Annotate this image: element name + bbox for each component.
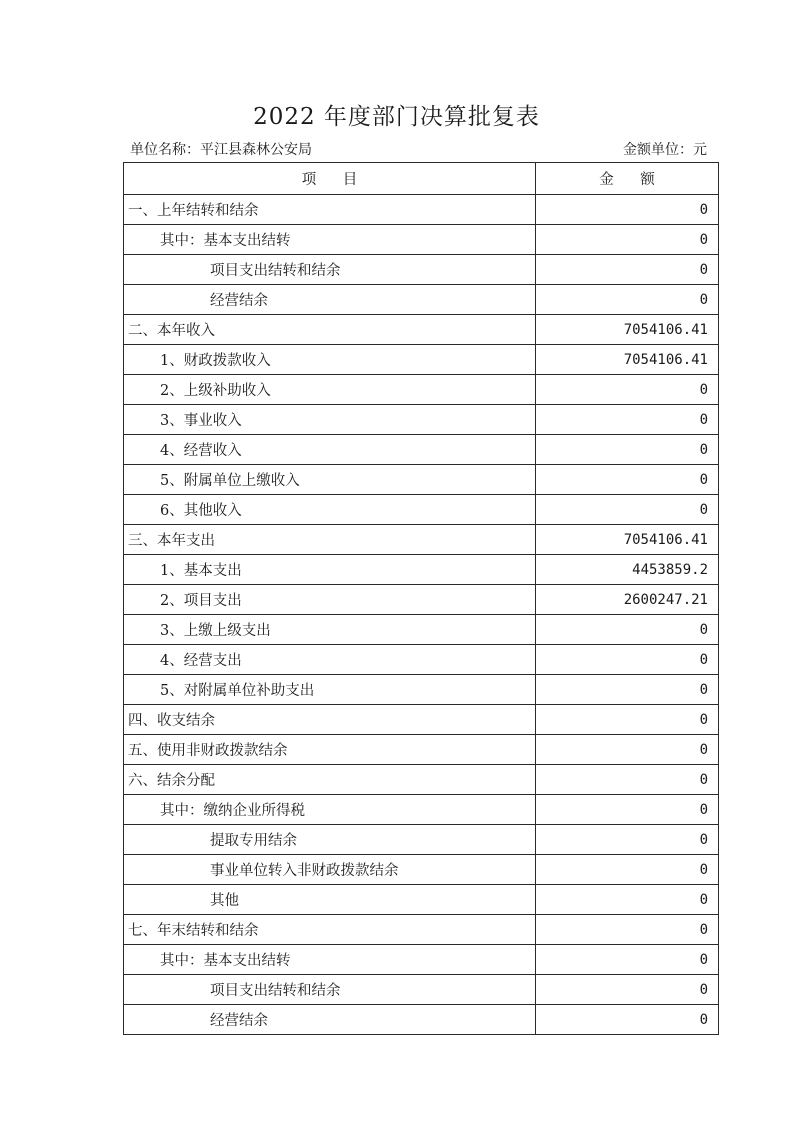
header-item: 项 目: [124, 163, 536, 195]
table-row: [124, 885, 719, 915]
row-item-label: 5、附属单位上缴收入: [124, 465, 536, 495]
row-amount-value: 0: [536, 915, 719, 945]
table-row: [124, 525, 719, 555]
row-item-label: 5、对附属单位补助支出: [124, 675, 536, 705]
table-row: [124, 615, 719, 645]
row-amount-value: 0: [536, 825, 719, 855]
row-amount-value: 0: [536, 705, 719, 735]
row-item-label: 项目支出结转和结余: [124, 255, 536, 285]
table-row: [124, 705, 719, 735]
row-amount-value: 0: [536, 975, 719, 1005]
row-amount-value: 0: [536, 195, 719, 225]
row-item-label: 提取专用结余: [124, 825, 536, 855]
row-item-label: 6、其他收入: [124, 495, 536, 525]
table-row: [124, 765, 719, 795]
row-item-label: 一、上年结转和结余: [124, 195, 536, 225]
table-row: [124, 645, 719, 675]
row-item-label: 三、本年支出: [124, 525, 536, 555]
row-item-label: 4、经营收入: [124, 435, 536, 465]
row-amount-value: 0: [536, 885, 719, 915]
table-row: [124, 825, 719, 855]
row-item-label: 二、本年收入: [124, 315, 536, 345]
table-row: [124, 315, 719, 345]
row-item-label: 1、基本支出: [124, 555, 536, 585]
row-amount-value: 0: [536, 615, 719, 645]
row-item-label: 3、上缴上级支出: [124, 615, 536, 645]
row-item-label: 2、项目支出: [124, 585, 536, 615]
row-amount-value: 7054106.41: [536, 525, 719, 555]
row-item-label: 2、上级补助收入: [124, 375, 536, 405]
row-item-label: 1、财政拨款收入: [124, 345, 536, 375]
table-row: [124, 225, 719, 255]
table-row: [124, 405, 719, 435]
row-amount-value: 7054106.41: [536, 315, 719, 345]
header-amount: 金 额: [536, 163, 719, 195]
row-amount-value: 7054106.41: [536, 345, 719, 375]
row-amount-value: 0: [536, 375, 719, 405]
row-item-label: 项目支出结转和结余: [124, 975, 536, 1005]
row-amount-value: 0: [536, 795, 719, 825]
row-amount-value: 0: [536, 765, 719, 795]
row-amount-value: 0: [536, 435, 719, 465]
table-row: [124, 375, 719, 405]
document-title: 2022 年度部门决算批复表: [253, 104, 540, 130]
table-row: [124, 255, 719, 285]
row-item-label: 七、年末结转和结余: [124, 915, 536, 945]
row-item-label: 其中：基本支出结转: [124, 945, 536, 975]
row-item-label: 其中：基本支出结转: [124, 225, 536, 255]
table-row: [124, 1005, 719, 1035]
row-amount-value: 0: [536, 945, 719, 975]
row-item-label: 其他: [124, 885, 536, 915]
row-amount-value: 0: [536, 255, 719, 285]
table-body: [124, 195, 719, 1035]
table-header-row: [124, 163, 719, 195]
table-row: [124, 945, 719, 975]
table-row: [124, 195, 719, 225]
table-row: [124, 435, 719, 465]
row-amount-value: 2600247.21: [536, 585, 719, 615]
row-amount-value: 0: [536, 225, 719, 255]
row-item-label: 六、结余分配: [124, 765, 536, 795]
row-amount-value: 0: [536, 285, 719, 315]
row-amount-value: 0: [536, 405, 719, 435]
row-amount-value: 0: [536, 1005, 719, 1035]
row-item-label: 经营结余: [124, 285, 536, 315]
row-amount-value: 0: [536, 675, 719, 705]
table-row: [124, 855, 719, 885]
currency-unit-label: 金额单位：元: [623, 142, 707, 158]
row-amount-value: 0: [536, 645, 719, 675]
row-amount-value: 4453859.2: [536, 555, 719, 585]
row-item-label: 五、使用非财政拨款结余: [124, 735, 536, 765]
row-item-label: 4、经营支出: [124, 645, 536, 675]
row-amount-value: 0: [536, 855, 719, 885]
row-amount-value: 0: [536, 465, 719, 495]
table-row: [124, 345, 719, 375]
table-row: [124, 465, 719, 495]
table-row: [124, 285, 719, 315]
table-row: [124, 675, 719, 705]
budget-approval-table: [123, 162, 719, 1035]
table-row: [124, 915, 719, 945]
table-row: [124, 975, 719, 1005]
unit-name-label: 单位名称：平江县森林公安局: [130, 142, 312, 158]
row-item-label: 事业单位转入非财政拨款结余: [124, 855, 536, 885]
table-row: [124, 585, 719, 615]
row-item-label: 其中：缴纳企业所得税: [124, 795, 536, 825]
table-row: [124, 555, 719, 585]
table-row: [124, 735, 719, 765]
row-amount-value: 0: [536, 735, 719, 765]
row-item-label: 3、事业收入: [124, 405, 536, 435]
row-item-label: 经营结余: [124, 1005, 536, 1035]
table-row: [124, 495, 719, 525]
row-amount-value: 0: [536, 495, 719, 525]
row-item-label: 四、收支结余: [124, 705, 536, 735]
table-row: [124, 795, 719, 825]
